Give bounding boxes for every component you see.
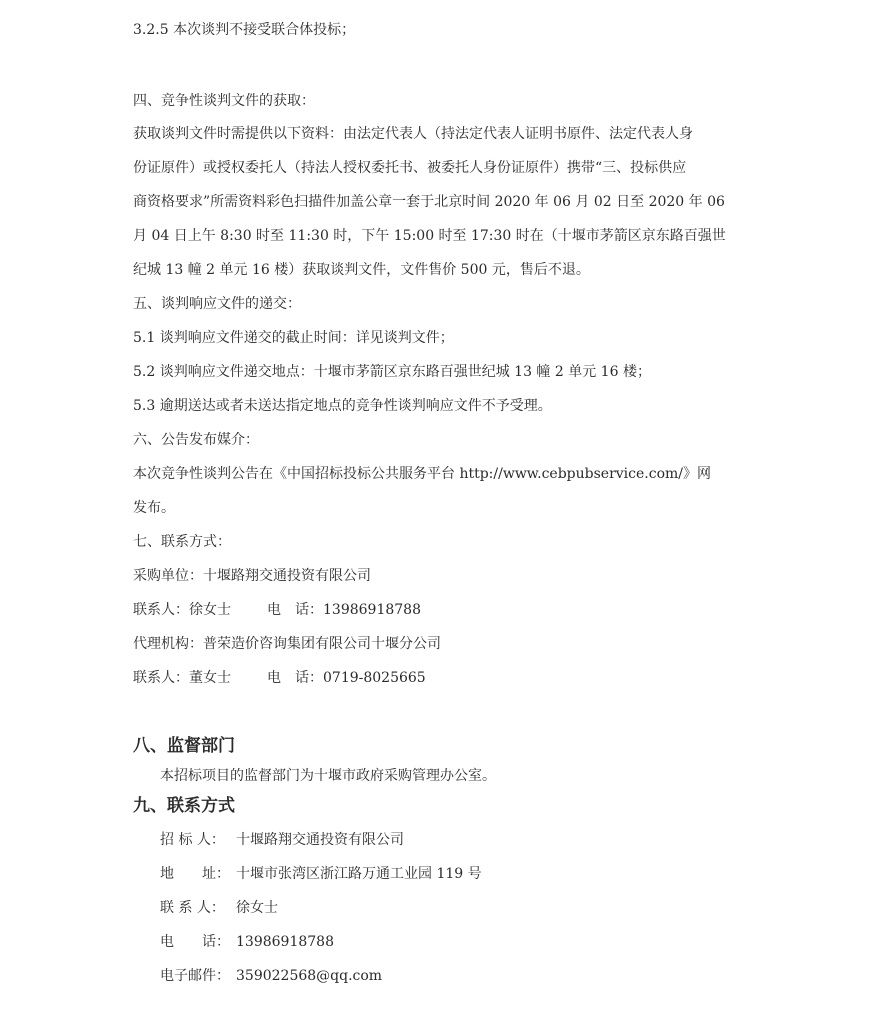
section-4-line-3: 商资格要求”所需资料彩色扫描件加盖公章一套于北京时间 2020 年 06 月 02 日至 2020 年 06 [133,194,725,210]
section-4-line-4: 月 04 日上午 8:30 时至 11:30 时，下午 15:00 时至 17:30 时在（十堰市茅箭区京东路百强世 [133,228,726,244]
section-9-heading: 九、联系方式 [133,796,235,816]
contact-row-email [160,966,382,986]
contact-2-name: 联系人：董女士 [133,670,231,686]
contact-row-value: 十堰市张湾区浙江路万通工业园 119 号 [236,866,482,882]
contact-1-phone: 电 话：13986918788 [267,602,421,618]
section-6-heading: 六、公告发布媒介： [133,432,259,448]
contact-2-phone: 电 话：0719-8025665 [267,670,426,686]
section-5-heading: 五、谈判响应文件的递交： [133,296,301,312]
contact-row-value: 徐女士 [236,900,278,916]
contact-1-line [133,600,421,620]
section-8-text: 本招标项目的监督部门为十堰市政府采购管理办公室。 [160,768,496,784]
section-7-heading: 七、联系方式： [133,534,231,550]
contact-row-address [160,864,482,884]
contact-row-value: 十堰路翔交通投资有限公司 [236,832,404,848]
section-4-line-1: 获取谈判文件时需提供以下资料：由法定代表人（持法定代表人证明书原件、法定代表人身 [133,126,693,142]
clause-3-2-5: 3.2.5 本次谈判不接受联合体投标； [133,22,356,38]
purchaser-line: 采购单位：十堰路翔交通投资有限公司 [133,568,371,584]
contact-1-name: 联系人：徐女士 [133,602,231,618]
contact-row-phone [160,932,334,952]
contact-row-value: 13986918788 [236,934,334,950]
section-4-line-2: 份证原件）或授权委托人（持法人授权委托书、被委托人身份证原件）携带“三、投标供应 [133,160,687,176]
contact-row-person [160,898,278,918]
contact-row-value: 359022568@qq.com [236,968,383,984]
contact-row-tenderer [160,830,404,850]
contact-row-label: 招 标 人： [160,832,225,848]
section-6-line-2: 发布。 [133,500,175,516]
section-8-heading: 八、监督部门 [133,736,235,756]
contact-row-label: 地 址： [160,866,230,882]
section-5-item-1: 5.1 谈判响应文件递交的截止时间：详见谈判文件； [133,330,454,346]
section-4-line-5: 纪城 13 幢 2 单元 16 楼）获取谈判文件，文件售价 500 元，售后不退。 [133,262,590,278]
section-4-heading: 四、竞争性谈判文件的获取： [133,93,315,109]
section-6-line-1: 本次竞争性谈判公告在《中国招标投标公共服务平台 http://www.cebpubservice.com/》网 [133,466,711,482]
agency-line: 代理机构：普荣造价咨询集团有限公司十堰分公司 [133,636,441,652]
contact-2-line [133,668,426,688]
contact-row-label: 联 系 人： [160,900,225,916]
contact-row-label: 电 话： [160,934,230,950]
section-5-item-2: 5.2 谈判响应文件递交地点：十堰市茅箭区京东路百强世纪城 13 幢 2 单元 16 楼； [133,364,651,380]
section-5-item-3: 5.3 逾期送达或者未送达指定地点的竞争性谈判响应文件不予受理。 [133,398,552,414]
contact-row-label: 电子邮件： [160,968,230,984]
